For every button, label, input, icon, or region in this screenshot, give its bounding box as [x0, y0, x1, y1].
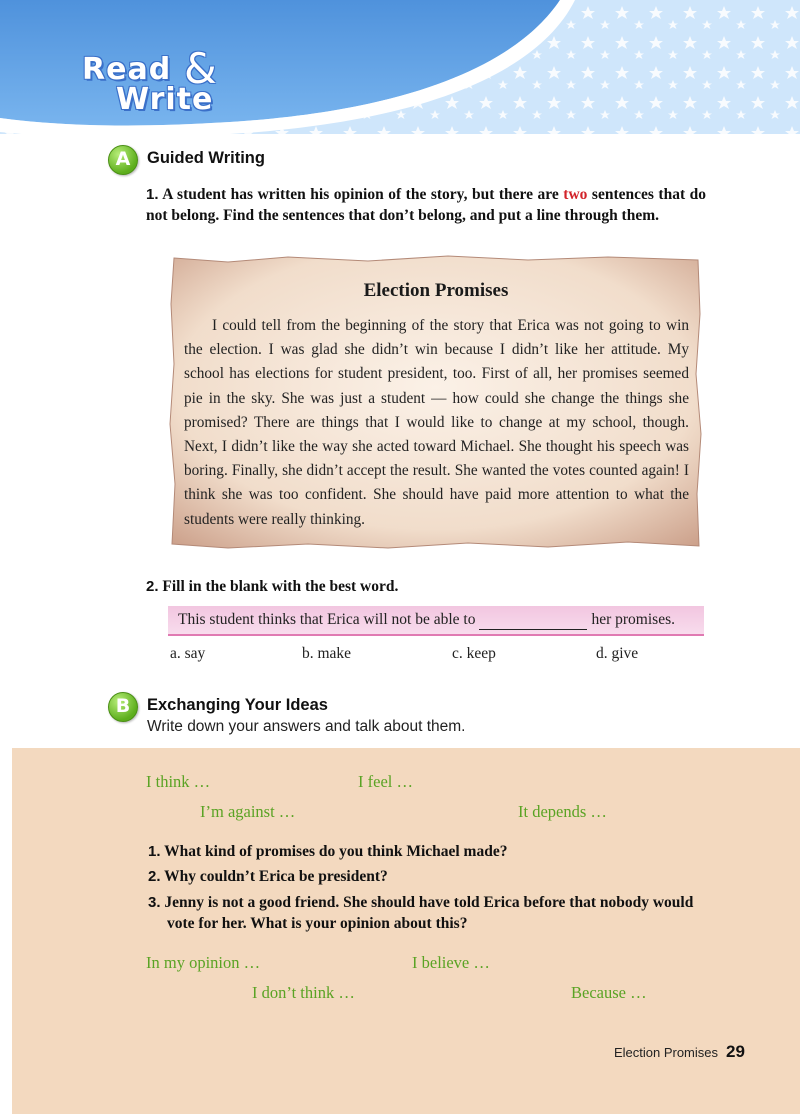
question-2: [146, 576, 398, 597]
fill-in-sentence: [178, 611, 675, 630]
section-a-badge: A: [108, 145, 138, 175]
phrase-i-feel: I feel …: [358, 772, 413, 791]
choice-c[interactable]: c. keep: [452, 645, 496, 662]
choice-b[interactable]: b. make: [302, 645, 352, 662]
passage-body: [184, 314, 689, 532]
discussion-question-3-line1: Jenny is not a good friend. She should have told Erica before that nobody would: [164, 894, 694, 911]
choice-d[interactable]: d. give: [596, 645, 639, 662]
phrase-i-think: I think …: [146, 772, 211, 791]
section-b-subtitle: Write down your answers and talk about them.: [147, 718, 466, 735]
section-b-badge: B: [108, 692, 138, 722]
question-1-text-after: sentences that do not belong. Find the sentences that don’t belong, and put a line through them.: [146, 186, 706, 224]
phrase-i-dont-think: I don’t think …: [252, 983, 355, 1002]
choice-a[interactable]: a. say: [170, 645, 206, 662]
passage-body-text: I could tell from the beginning of the story that Erica was not going to win the election. I was glad she didn’t win because I didn’t like her attitude. My school has elections for student president, too. First of all, her promises seemed pie in the sky. She was just a student — how could she change the things she promised? There are things that I would like to change at my school, though. Next, I didn’t like the way she acted toward Michael. She thought his speech was boring. Finally, she didn’t accept the result. She wanted the votes counted again! I think she was too confident. She should have paid more attention to what the students were really thinking.: [184, 317, 689, 528]
question-2-number: 2.: [146, 578, 159, 595]
discussion-question-2: [148, 866, 388, 887]
logo-write: Write: [116, 82, 214, 117]
section-a-title: Guided Writing: [147, 149, 265, 167]
passage-title: Election Promises: [363, 280, 509, 301]
section-b-title: Exchanging Your Ideas: [147, 696, 328, 714]
phrase-im-against: I’m against …: [200, 802, 296, 821]
fill-in-after: her promises.: [591, 611, 675, 628]
fill-in-before: This student thinks that Erica will not be able to: [178, 611, 476, 628]
discussion-question-3-line2: vote for her. What is your opinion about this?: [167, 915, 468, 932]
discussion-question-2-number: 2.: [148, 868, 161, 885]
question-1-highlight: two: [563, 186, 588, 203]
page-number: 29: [726, 1042, 745, 1061]
discussion-question-1-text: What kind of promises do you think Michael made?: [164, 843, 508, 860]
discussion-question-1: [148, 841, 507, 862]
discussion-question-2-text: Why couldn’t Erica be president?: [164, 868, 388, 885]
phrase-because: Because …: [571, 983, 647, 1002]
phrase-i-believe: I believe …: [412, 953, 490, 972]
footer-chapter-title: Election Promises: [613, 1045, 718, 1060]
discussion-question-3-number: 3.: [148, 894, 161, 911]
discussion-question-1-number: 1.: [148, 843, 161, 860]
logo-ampersand: &: [184, 44, 217, 93]
fill-in-blank[interactable]: [479, 611, 587, 630]
phrase-it-depends: It depends …: [518, 802, 607, 821]
phrase-in-my-opinion: In my opinion …: [146, 953, 261, 972]
question-2-text: Fill in the blank with the best word.: [162, 578, 399, 595]
question-1: [146, 184, 706, 226]
question-1-text-before: A student has written his opinion of the story, but there are: [162, 186, 559, 203]
question-1-number: 1.: [146, 186, 159, 203]
discussion-question-3: [148, 892, 693, 913]
logo-read: Read: [82, 52, 172, 87]
